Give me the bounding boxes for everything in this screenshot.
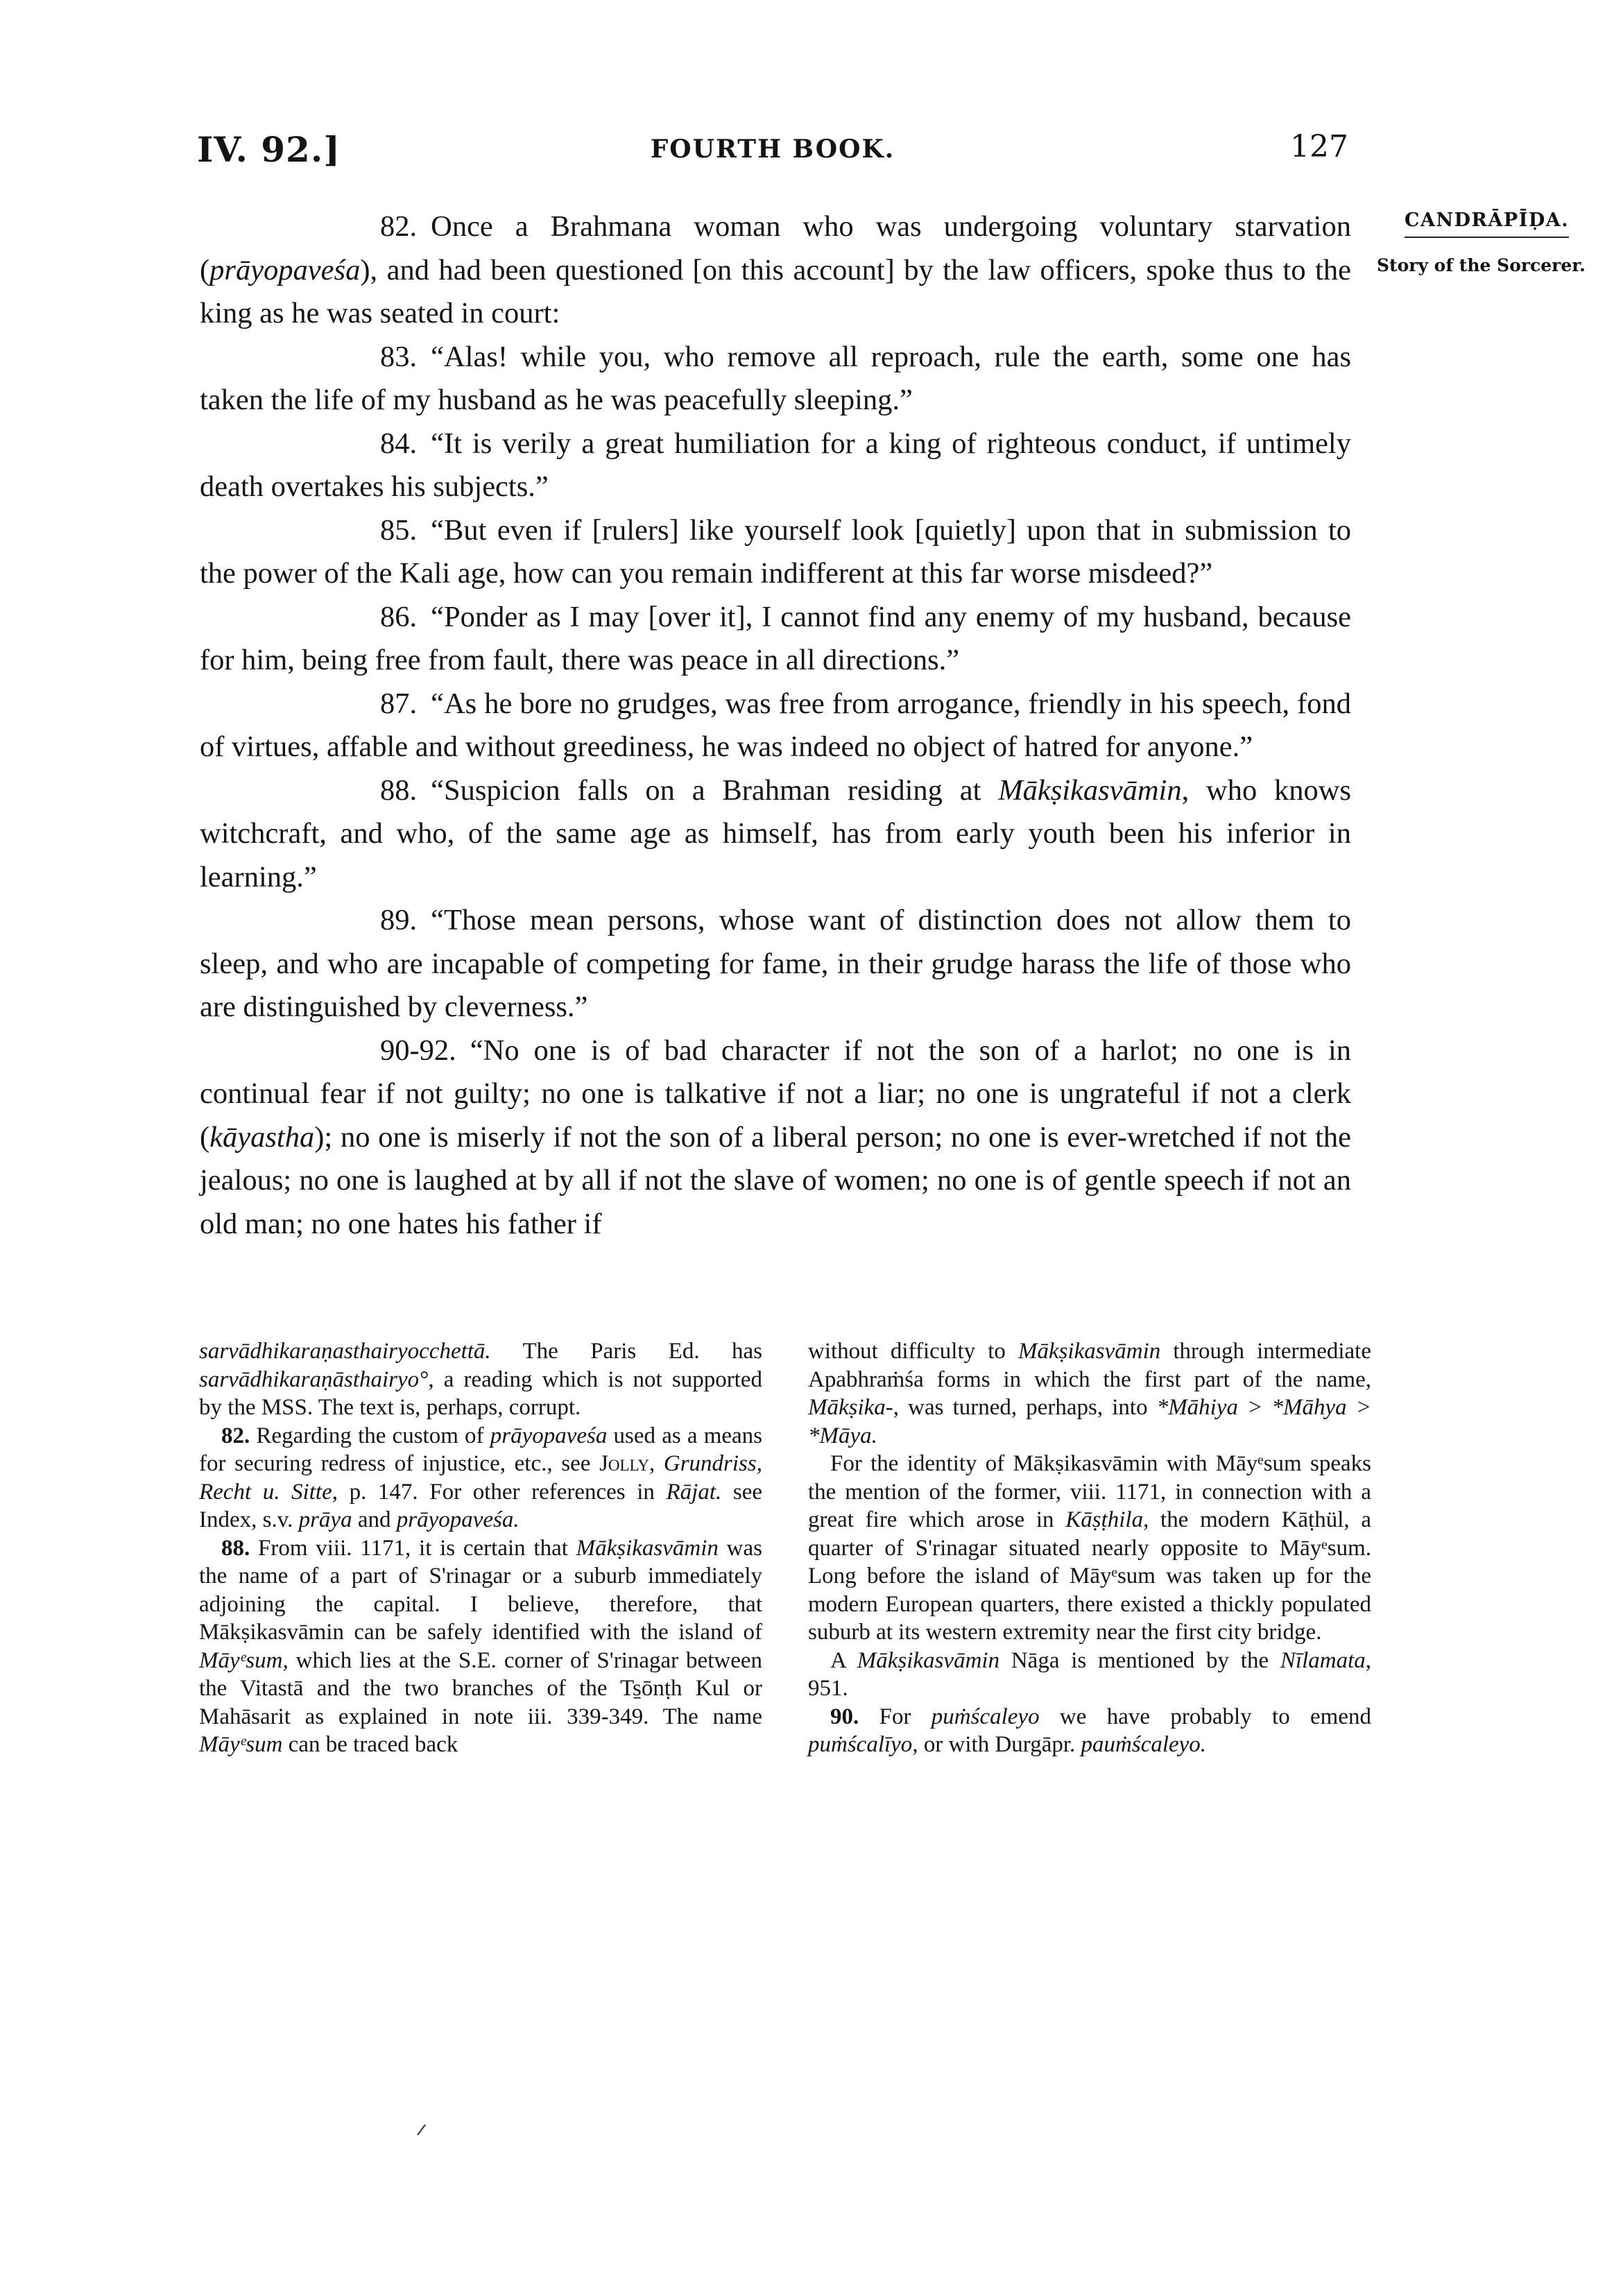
verse [200,683,1351,769]
italic-text: Grundriss, Recht u. Sitte [199,1451,762,1505]
running-header [197,129,1348,178]
text-run: and [352,1507,397,1532]
verse-number: 90-92. [380,1034,456,1067]
text-run: , the modern Kāṭhül, a quarter of S'rinagar situated nearly opposite to Māyᵉsum. Long before the island of Māyᵉsum was taken up for the modern European quarters, there existed a thickly populated suburb at its western extremity near the first city bridge. [808,1507,1372,1645]
italic-text: Māyᵉsum, [199,1647,289,1673]
margin-heading: CANDRĀPĪḌA. [1405,209,1569,238]
text-run: “As he bore no grudges, was free from arrogance, friendly in his speech, fond of virtues, affable and without greediness, he was indeed no object of hatred for anyone.” [200,687,1351,763]
italic-text: puṁścaleyo [931,1704,1040,1729]
text-run: , p. 147. For other references in [332,1479,667,1505]
text-run: without difficulty to [808,1339,1018,1364]
italic-text: Nīlamata [1280,1647,1366,1673]
text-run: , or with Durgāpr. [912,1732,1081,1757]
text-run: The Paris Ed. has [490,1339,762,1364]
footnote [808,1703,1371,1759]
italic-text: sarvādhikaraṇasthairyocchettā. [199,1339,491,1364]
page-number: 127 [1290,129,1348,164]
text-run: From viii. 1171, it is certain that [250,1535,576,1561]
text-run: , was turned, perhaps, into [893,1395,1157,1420]
verse-number: 82. [380,210,418,243]
text-run: Once a Brahmana woman who was undergoing voluntary starvation ( [200,210,1351,286]
text-run: , who knows witchcraft, and who, of the same age as himself, has from early youth been his inferior in learning.” [200,773,1351,893]
header-book-title: FOURTH BOOK. [650,135,895,164]
italic-text: pauṁścaleyo. [1081,1732,1207,1757]
italic-text: Mākṣikasvāmin [857,1647,1000,1673]
note-number: 88. [221,1535,250,1561]
footnote-column-right [808,1337,1371,1759]
italic-text: Mākṣika- [808,1395,893,1420]
verse-number: 86. [380,600,418,633]
verse-number: 87. [380,687,418,720]
small-caps-text: Jolly [599,1451,649,1476]
verse [200,1029,1351,1246]
italic-text: prāyopaveśa. [396,1507,519,1532]
italic-text: prāyopaveśa [209,253,361,286]
header-section-ref: IV. 92.] [197,129,341,170]
text-run: see Index, s.v. [199,1479,762,1532]
pen-mark-icon [415,2123,429,2136]
text-run: “Suspicion falls on a Brahman residing at [431,773,999,807]
verse [200,899,1351,1029]
text-run: A [830,1647,857,1673]
verse [200,336,1351,422]
italic-text: prāya [298,1507,352,1532]
italic-text: *Māhiya > *Māhya > *Māya. [808,1395,1371,1448]
text-run: through intermediate Apabhraṁśa forms in which the first part of the name, [808,1339,1371,1392]
text-run: , [649,1451,664,1476]
italic-text: Māyᵉsum [199,1732,283,1757]
italic-text: puṁścalīyo [808,1732,913,1757]
footnote [808,1337,1371,1450]
verse [200,205,1351,336]
footnote [199,1534,762,1759]
verse-number: 88. [380,773,418,807]
main-text [200,205,1351,1246]
italic-text: kāyastha [209,1120,315,1154]
text-run: , a reading which is not supported by the MSS. The text is, perhaps, corrupt. [199,1367,762,1420]
footnote [199,1337,762,1422]
text-run: , 951. [808,1647,1371,1701]
text-run: Regarding the custom of [250,1423,490,1448]
italic-text: sarvādhikaraṇāsthairyo° [199,1367,429,1392]
verse [200,769,1351,900]
text-run: which lies at the S.E. corner of S'rinagar between the Vitastā and the two branches of the Ts̱ōnṭh Kul or Mahāsarit as explained in note iii. 339-349. The name [199,1647,762,1729]
footnote-column-left [199,1337,762,1759]
italic-text: prāyopaveśa [490,1423,608,1448]
margin-subheading: Story of the Sorcerer. [1377,255,1586,275]
text-run: “Those mean persons, whose want of distinction does not allow them to sleep, and who are incapable of competing for fame, in their grudge harass the life of those who are distinguished by cleverness.” [200,904,1351,1023]
verse [200,509,1351,596]
text-run: “Ponder as I may [over it], I cannot find any enemy of my husband, because for him, being free from fault, there was peace in all directions.” [200,600,1351,676]
italic-text: Rājat. [666,1479,722,1505]
text-run: For [859,1704,931,1729]
text-run: Nāga is mentioned by the [999,1647,1280,1673]
text-run: can be traced back [282,1732,458,1757]
text-run: used as a means for securing redress of injustice, etc., see [199,1423,763,1476]
italic-text: Mākṣikasvāmin [998,773,1182,807]
footnote [199,1422,762,1534]
text-run: “It is verily a great humiliation for a king of righteous conduct, if untimely death overtakes his subjects.” [200,427,1351,503]
footnote [808,1450,1371,1647]
italic-text: Kāṣṭhila [1065,1507,1144,1532]
text-run: For the identity of Mākṣikasvāmin with Māyᵉsum speaks the mention of the former, viii. 1171, in connection with a great fire which arose in [808,1451,1371,1532]
text-run: “Alas! while you, who remove all reproach, rule the earth, some one has taken the life of my husband as he was peacefully sleeping.” [200,340,1351,416]
text-run: ); no one is miserly if not the son of a liberal person; no one is ever-wretched if not the jealous; no one is laughed at by all if not the slave of women; no one is of gentle speech if not an old man; no one hates his father if [200,1120,1351,1240]
footnotes [199,1337,1371,1759]
text-run: “But even if [rulers] like yourself look [quietly] upon that in submission to the power of the Kali age, how can you remain indifferent at this far worse misdeed?” [200,513,1351,590]
italic-text: Mākṣikasvāmin [1017,1339,1161,1364]
verse [200,422,1351,509]
verse [200,596,1351,683]
footnote [808,1647,1371,1703]
verse-number: 84. [380,427,418,460]
text-run: “No one is of bad character if not the son of a harlot; no one is in continual fear if not guilty; no one is talkative if not a liar; no one is ungrateful if not a clerk ( [200,1034,1351,1154]
text-run: we have probably to emend [1039,1704,1371,1729]
verse-number: 85. [380,513,418,547]
italic-text: Mākṣikasvāmin [576,1535,719,1561]
text-run: ), and had been questioned [on this account] by the law officers, spoke thus to the king as he was seated in court: [200,253,1351,329]
note-number: 82. [221,1423,250,1448]
note-number: 90. [830,1704,859,1729]
verse-number: 89. [380,904,418,936]
verse-number: 83. [380,340,418,373]
text-run: was the name of a part of S'rinagar or a suburb immediately adjoining the capital. I believe, therefore, that Mākṣikasvāmin can be safely identified with the island of [199,1535,763,1645]
